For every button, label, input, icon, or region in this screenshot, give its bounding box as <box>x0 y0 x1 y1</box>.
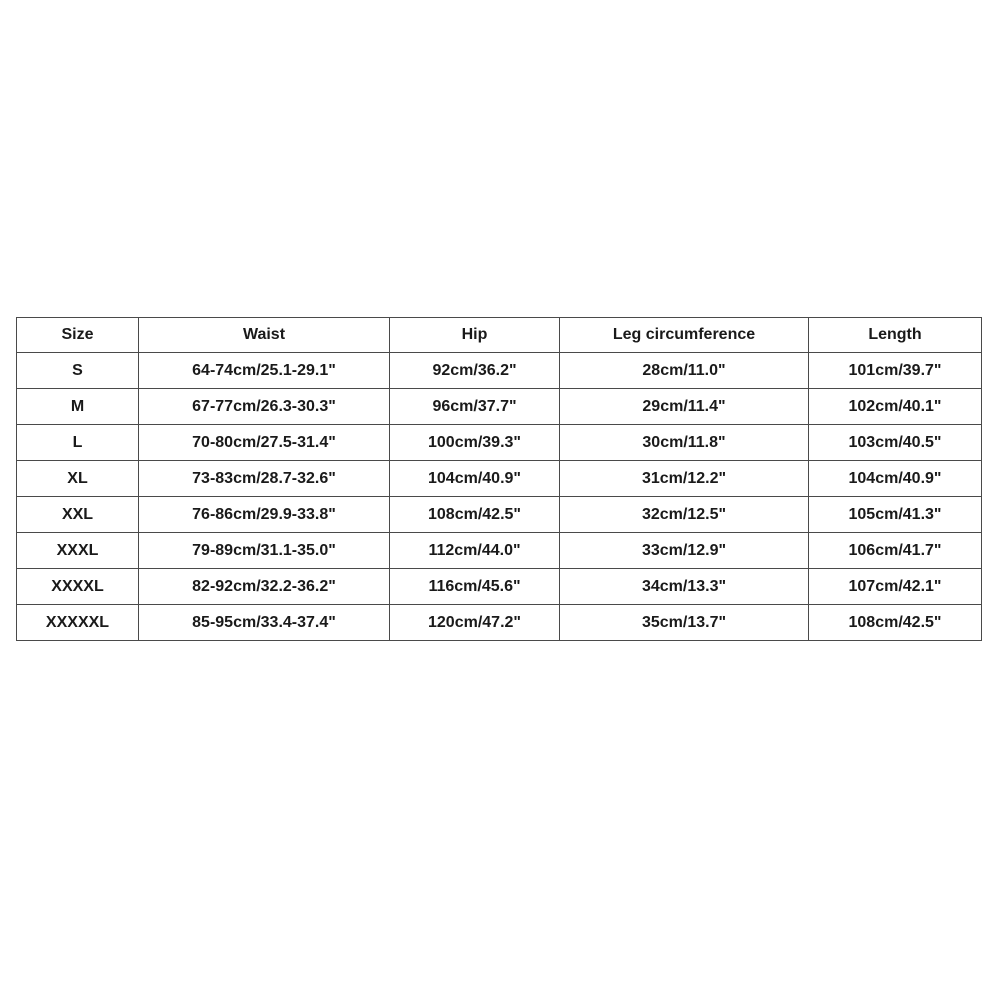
cell-leg-circumference: 31cm/12.2" <box>560 461 809 497</box>
header-length: Length <box>809 318 982 353</box>
cell-waist: 73-83cm/28.7-32.6" <box>139 461 390 497</box>
cell-leg-circumference: 33cm/12.9" <box>560 533 809 569</box>
cell-leg-circumference: 34cm/13.3" <box>560 569 809 605</box>
header-leg-circumference: Leg circumference <box>560 318 809 353</box>
header-hip: Hip <box>390 318 560 353</box>
cell-length: 104cm/40.9" <box>809 461 982 497</box>
header-row <box>17 318 982 353</box>
table-row <box>17 605 982 641</box>
cell-hip: 104cm/40.9" <box>390 461 560 497</box>
cell-hip: 100cm/39.3" <box>390 425 560 461</box>
cell-size: XXXL <box>17 533 139 569</box>
cell-waist: 76-86cm/29.9-33.8" <box>139 497 390 533</box>
header-size: Size <box>17 318 139 353</box>
cell-waist: 85-95cm/33.4-37.4" <box>139 605 390 641</box>
cell-length: 102cm/40.1" <box>809 389 982 425</box>
cell-hip: 108cm/42.5" <box>390 497 560 533</box>
cell-length: 101cm/39.7" <box>809 353 982 389</box>
cell-size: XL <box>17 461 139 497</box>
table-row <box>17 497 982 533</box>
cell-size: S <box>17 353 139 389</box>
table-row <box>17 353 982 389</box>
cell-leg-circumference: 32cm/12.5" <box>560 497 809 533</box>
cell-size: L <box>17 425 139 461</box>
cell-hip: 112cm/44.0" <box>390 533 560 569</box>
cell-waist: 82-92cm/32.2-36.2" <box>139 569 390 605</box>
table-row <box>17 425 982 461</box>
header-waist: Waist <box>139 318 390 353</box>
cell-hip: 116cm/45.6" <box>390 569 560 605</box>
cell-size: XXXXXL <box>17 605 139 641</box>
size-chart-table <box>16 317 982 641</box>
cell-length: 105cm/41.3" <box>809 497 982 533</box>
cell-size: XXL <box>17 497 139 533</box>
cell-length: 103cm/40.5" <box>809 425 982 461</box>
cell-leg-circumference: 30cm/11.8" <box>560 425 809 461</box>
cell-waist: 70-80cm/27.5-31.4" <box>139 425 390 461</box>
cell-waist: 64-74cm/25.1-29.1" <box>139 353 390 389</box>
cell-size: M <box>17 389 139 425</box>
table-row <box>17 533 982 569</box>
cell-leg-circumference: 29cm/11.4" <box>560 389 809 425</box>
cell-hip: 92cm/36.2" <box>390 353 560 389</box>
table-row <box>17 389 982 425</box>
cell-hip: 120cm/47.2" <box>390 605 560 641</box>
cell-length: 107cm/42.1" <box>809 569 982 605</box>
cell-size: XXXXL <box>17 569 139 605</box>
cell-leg-circumference: 28cm/11.0" <box>560 353 809 389</box>
cell-length: 106cm/41.7" <box>809 533 982 569</box>
cell-leg-circumference: 35cm/13.7" <box>560 605 809 641</box>
table-row <box>17 569 982 605</box>
cell-hip: 96cm/37.7" <box>390 389 560 425</box>
cell-waist: 79-89cm/31.1-35.0" <box>139 533 390 569</box>
cell-waist: 67-77cm/26.3-30.3" <box>139 389 390 425</box>
table-row <box>17 461 982 497</box>
cell-length: 108cm/42.5" <box>809 605 982 641</box>
